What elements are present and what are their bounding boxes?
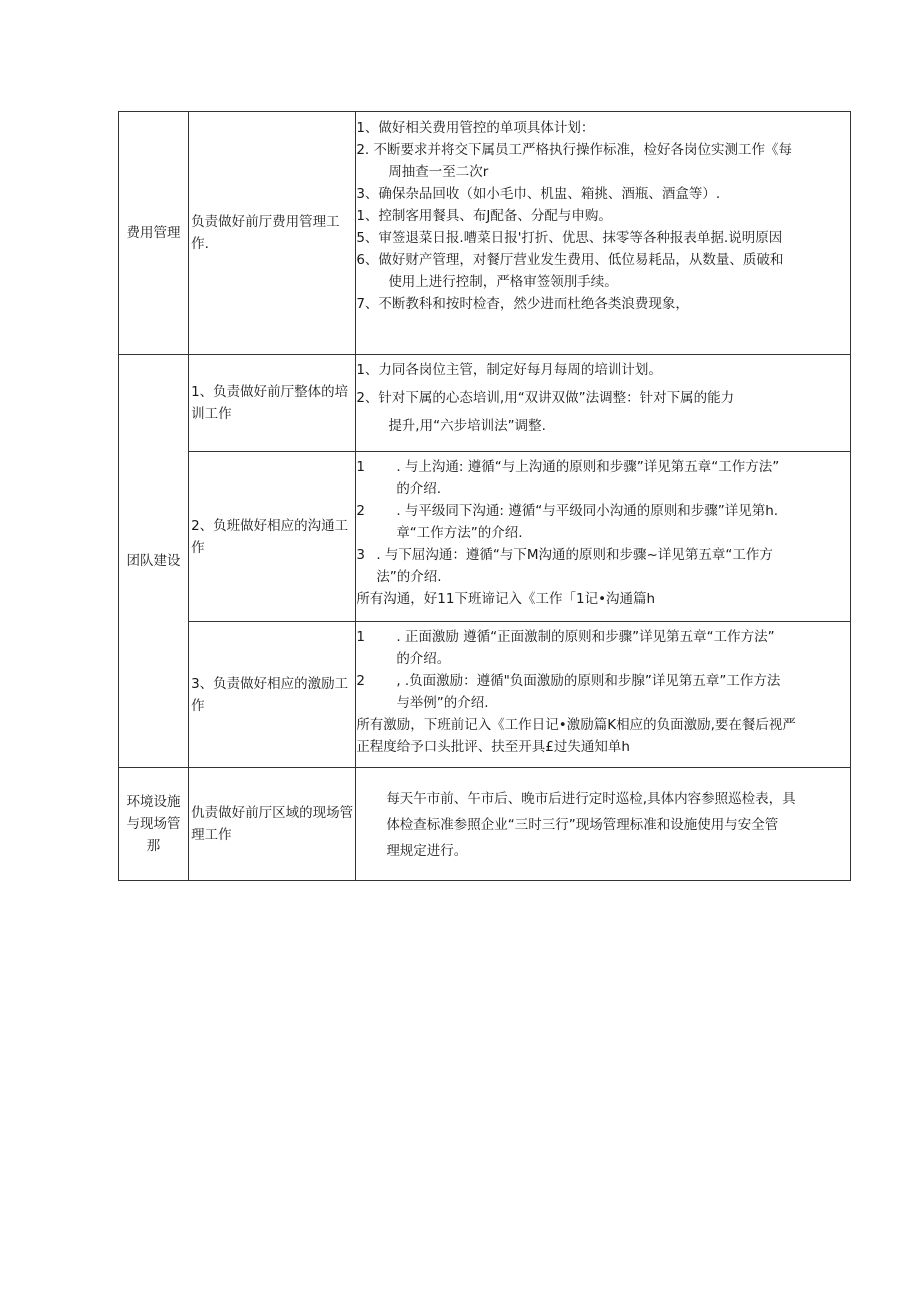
training-item-2-cont: 提升,用“六步培训法”调整.: [388, 418, 546, 434]
items-communication: [356, 452, 851, 622]
cost-item-5: 5、审签退菜日报.嘈菜日报'打折、优思、抹零等各种报表单据.说明原因: [356, 230, 783, 246]
responsibility-table: [118, 111, 851, 881]
motiv-note-1: 所有激励，下班前记入《工作日记•激励篇K相应的负面激励,要在餐后视严: [356, 717, 796, 733]
cost-item-2-cont: 周抽查一至二次r: [388, 164, 489, 180]
env-line-2: 体检查标准参照企业“三时三行”现场管理标准和设施使用与安全管: [386, 817, 779, 833]
training-item-2: 2、针对下属的心态培训,用“双讲双做”法调整：针对下属的能力: [356, 390, 735, 406]
category-team: 团队建设: [119, 355, 189, 768]
duty-environment: 仇责做好前厅区域的现场管理工作: [189, 768, 356, 881]
row-team-communication: [119, 452, 851, 622]
env-line-1: 每天午市前、午市后、晚市后进行定时巡检,具体内容参照巡检表，具: [386, 791, 796, 807]
comm-item-2-num: 2: [356, 503, 365, 519]
cost-item-4: 1、控制客用餐具、布J配备、分配与申购。: [356, 208, 612, 224]
category-cost: 费用管理: [119, 112, 189, 355]
comm-note: 所有沟通，好11下班谛记入《工作「1记•沟通篇h: [356, 591, 656, 607]
items-cost: [356, 112, 851, 355]
row-team-training: [119, 355, 851, 452]
duty-training: 1、负责做好前厅整体的培训工作: [189, 355, 356, 452]
comm-item-1-cont: 的介绍.: [396, 481, 442, 497]
motiv-item-1-text: . 正面激励 遵循“正面激制的原则和步骤”详见第五章“工作方法”: [396, 629, 775, 645]
training-item-1: 1、力同各岗位主管，制定好每月每周的培训计划。: [356, 362, 662, 378]
motiv-item-1-cont: 的介绍。: [396, 651, 451, 667]
motiv-item-2-cont: 与举例”的介绍.: [396, 695, 489, 711]
env-line-3: 理规定进行。: [386, 843, 468, 859]
comm-item-1-text: . 与上沟通: 遵循“与上沟通的原则和步骤”详见第五章“工作方法”: [396, 459, 780, 475]
cost-item-3: 3、确保杂品回收（如小毛巾、机盅、箱挑、酒瓶、酒盒等）.: [356, 186, 721, 202]
motiv-item-2-num: 2: [356, 673, 365, 689]
comm-item-2-text: . 与平级同下沟通: 遵循“与平级同小沟通的原则和步骤”详见第h.: [396, 503, 779, 519]
comm-item-2: [356, 500, 850, 522]
cost-item-6: 6、做好财产管理，对餐厅营业发生费用、低位易耗品，从数量、质破和: [356, 252, 784, 268]
cost-item-6-cont: 使用上进行控制，严格审签领刖手续。: [388, 274, 618, 290]
cost-item-1: 1、做好相关费用管控的单项具体计划：: [356, 120, 595, 136]
duty-cost: 负责做好前厅费用管理工作.: [189, 112, 356, 355]
comm-item-2-cont: 章“工作方法”的介绍.: [396, 525, 523, 541]
duty-communication: 2、负班做好相应的沟通工作: [189, 452, 356, 622]
comm-item-3-text: . 与下屈沟通：遵循“与下M沟通的原则和步骤~详见第五章“工作方: [376, 547, 773, 563]
comm-item-3: [356, 544, 850, 566]
motiv-item-2-text: , .负面激励：遵循"负面激励的原则和步腺”详见第五章”工作方法: [396, 673, 781, 689]
items-training: [356, 355, 851, 452]
cost-item-7: 7、不断教科和按时检杳，然少进而杜绝各类浪费现象，: [356, 296, 689, 312]
comm-item-3-cont: 法”的介绍.: [376, 569, 442, 585]
category-environment: 环境设施与现场管那: [119, 768, 189, 881]
motiv-note-2: 正程度给予口头批评、扶至开具£过失通知单h: [356, 739, 630, 755]
cost-item-2: 2. 不断要求并将交下属员工严格执行操作标准，检好各岗位实测工作《每: [356, 142, 792, 158]
motiv-item-1-num: 1: [356, 629, 365, 645]
motiv-item-2: [356, 670, 850, 692]
duty-motivation: 3、负责做好相应的激励工作: [189, 622, 356, 768]
comm-item-1: [356, 456, 850, 478]
items-motivation: [356, 622, 851, 768]
row-environment: [119, 768, 851, 881]
row-team-motivation: [119, 622, 851, 768]
comm-item-3-num: 3: [356, 547, 365, 563]
comm-item-1-num: 1: [356, 459, 365, 475]
motiv-item-1: [356, 626, 850, 648]
row-cost-management: [119, 112, 851, 355]
items-environment: [356, 768, 851, 881]
